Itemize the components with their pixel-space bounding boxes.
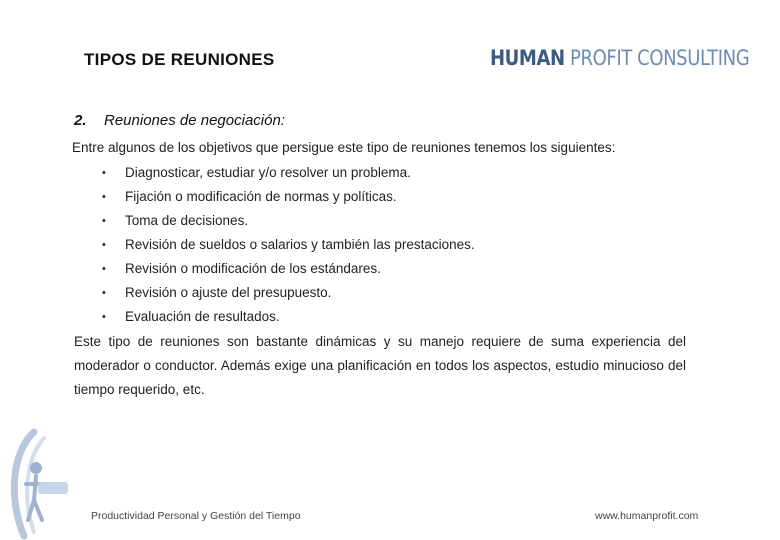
bullet-icon: • [102,263,106,275]
company-logo [490,46,749,70]
intro-text: Entre algunos de los objetivos que persigue este tipo de reuniones tenemos los siguientes: [72,140,616,155]
footer-website: www.humanprofit.com [595,510,699,522]
list-item [72,211,475,235]
list-item-text: Diagnosticar, estudiar y/o resolver un problema. [125,165,411,180]
bullet-icon: • [102,287,106,299]
section-title: Reuniones de negociación: [104,112,285,129]
logo-text-human: HUMAN [490,46,565,70]
list-item-text: Revisión o ajuste del presupuesto. [125,285,332,300]
list-item [72,187,475,211]
bullet-icon: • [102,311,106,323]
section-number: 2. [74,112,87,129]
logo-text-profit-consulting: PROFIT CONSULTING [564,46,750,70]
bullet-icon: • [102,167,106,179]
list-item-text: Revisión o modificación de los estándares. [125,261,381,276]
list-item [72,283,475,307]
body-paragraph: Este tipo de reuniones son bastante dinámicas y su manejo requiere de suma experiencia del moderador o conductor. Además exige una planificación en todos los aspectos, estudio minucioso del tiempo requerido, etc. [74,334,686,397]
objectives-list [72,163,475,331]
list-item [72,307,475,331]
bullet-icon: • [102,239,106,251]
list-item [72,259,475,283]
page-title: TIPOS DE REUNIONES [84,50,275,69]
bullet-icon: • [102,215,106,227]
bullet-icon: • [102,191,106,203]
list-item-text: Evaluación de resultados. [125,309,280,324]
list-item [72,235,475,259]
list-item-text: Fijación o modificación de normas y políticas. [125,189,397,204]
footer-course-title: Productividad Personal y Gestión del Tiempo [91,510,301,522]
list-item-text: Toma de decisiones. [125,213,249,228]
section-heading [74,112,285,129]
list-item [72,163,475,187]
human-figure-logo-icon [4,428,72,540]
list-item-text: Revisión de sueldos o salarios y también las prestaciones. [125,237,475,252]
